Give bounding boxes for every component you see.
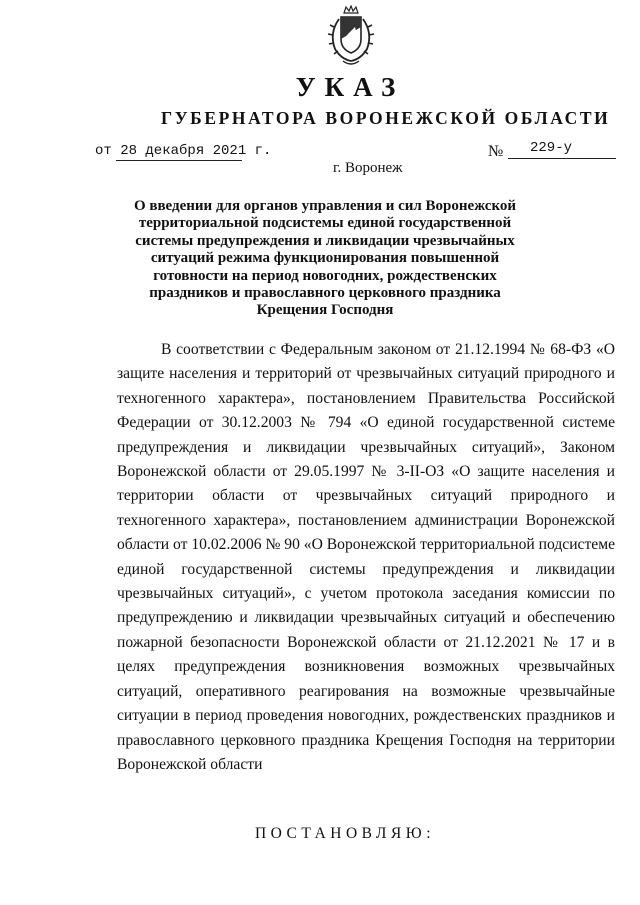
document-body: В соответствии с Федеральным законом от 21.12.1994 № 68-ФЗ «О защите населения и территорий от чрезвычайных ситуаций природного и техногенного характера», постановлением Правительства Российской Федерации от 30.12.2003 № 794 «О единой государственной системе предупреждения и ликвидации чрезвычайных ситуаций», Законом Воронежской области от 29.05.1997 № 3-II-ОЗ «О защите населения и территории области от чрезвычайных ситуаций природного и техногенного характера», постановлением администрации Воронежской области от 10.02.2006 № 90 «О Воронежской территориальной подсистеме единой государственной системы предупреждения и ликвидации чрезвычайных ситуаций», с учетом протокола заседания комиссии по предупреждению и ликвидации чрезвычайных ситуаций и обеспечению пожарной безопасности Воронежской области от 21.12.2021 № 17 и в целях предупреждения возникновения возможных чрезвычайных ситуаций, оперативного реагирования на возможные чрезвычайные ситуации в период проведения новогодних, рождественских праздников и православного церковного праздника Крещения Господня на территории Воронежской области <box>117 341 615 773</box>
city-label: г. Воронеж <box>333 160 403 176</box>
document-type-title: УКАЗ <box>295 72 405 102</box>
number-underline <box>508 158 616 159</box>
document-date: от 28 декабря 2021 г. <box>95 143 272 159</box>
coat-of-arms-icon <box>325 5 377 69</box>
date-underline <box>116 160 242 161</box>
document-heading: О введении для органов управления и сил Воронежской территориальной подсистемы единой государственной системы предупреждения и ликвидации чрезвычайных ситуаций режима функционирования повышенной готовности на период новогодних, рождественских праздников и православного церковного праздника Крещения Господня <box>133 198 517 319</box>
issuer-title: ГУБЕРНАТОРА ВОРОНЕЖСКОЙ ОБЛАСТИ <box>161 108 611 128</box>
resolution-word: ПОСТАНОВЛЯЮ: <box>254 825 436 842</box>
number-label: № <box>488 143 504 160</box>
document-number: 229-у <box>530 140 573 156</box>
